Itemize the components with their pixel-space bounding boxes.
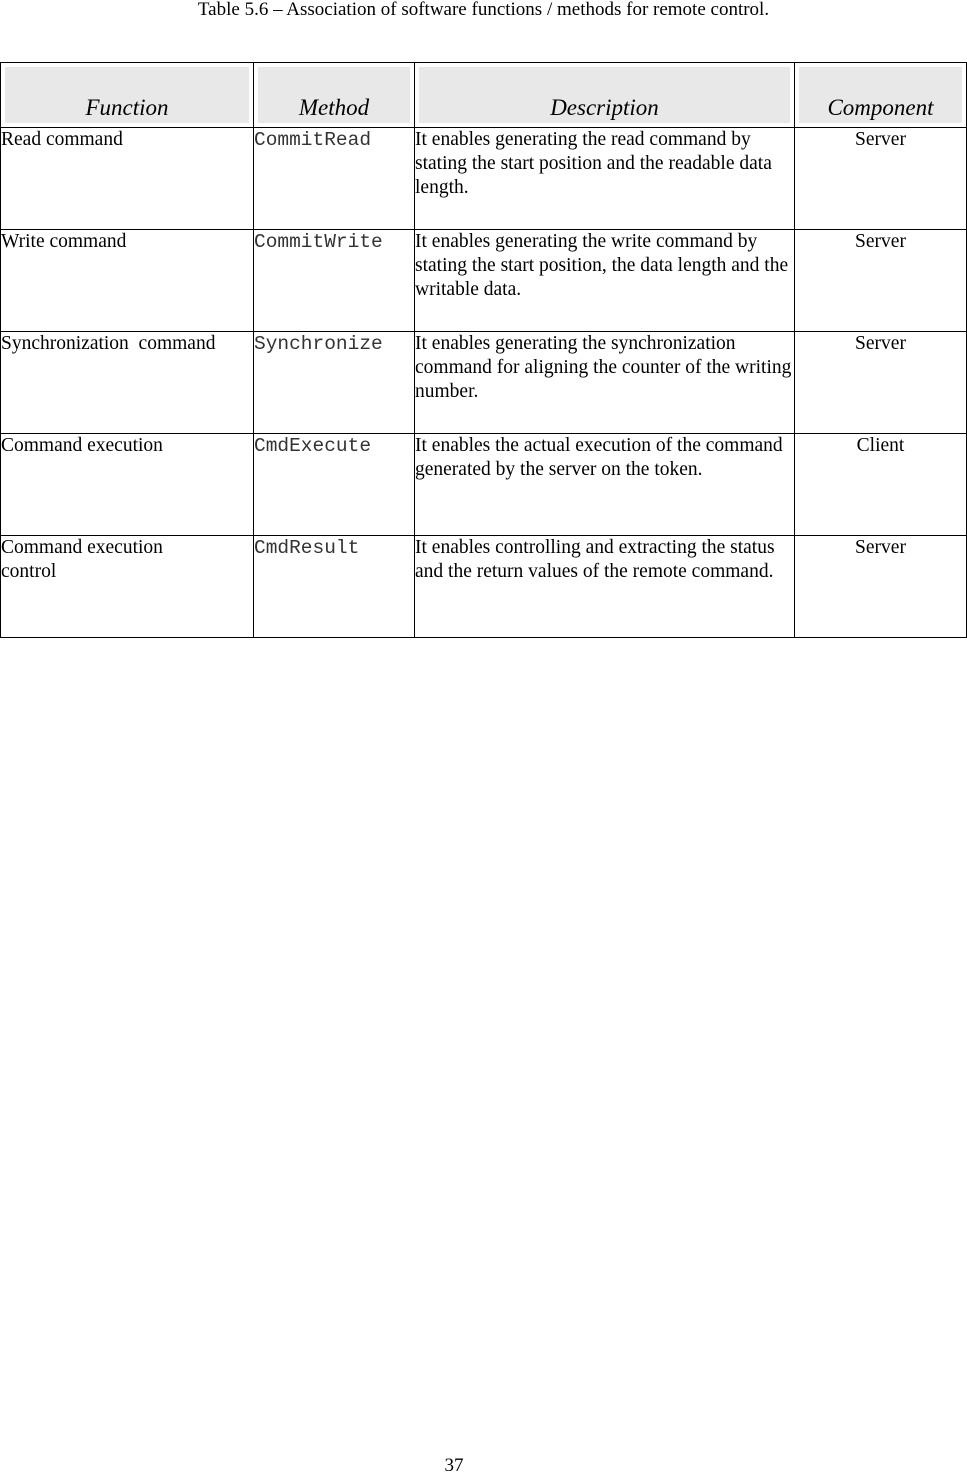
cell-function: Command execution control bbox=[1, 536, 254, 638]
cell-function: Read command bbox=[1, 128, 254, 230]
cell-description: It enables generating the read command by stating the start position and the readable data length. bbox=[415, 128, 795, 230]
cell-method: CmdExecute bbox=[254, 434, 415, 536]
cell-description: It enables the actual execution of the command generated by the server on the token. bbox=[415, 434, 795, 536]
table-row bbox=[1, 536, 967, 638]
functions-table bbox=[0, 62, 967, 638]
table-row bbox=[1, 128, 967, 230]
cell-method: CommitRead bbox=[254, 128, 415, 230]
cell-method: CommitWrite bbox=[254, 230, 415, 332]
cell-component: Server bbox=[795, 536, 967, 638]
page-number: 37 bbox=[444, 1455, 464, 1476]
cell-description: It enables generating the write command by stating the start position, the data length and the writable data. bbox=[415, 230, 795, 332]
cell-component: Client bbox=[795, 434, 967, 536]
cell-description: It enables controlling and extracting the status and the return values of the remote command. bbox=[415, 536, 795, 638]
table-row bbox=[1, 230, 967, 332]
header-description: Description bbox=[415, 63, 795, 128]
cell-component: Server bbox=[795, 128, 967, 230]
table-header-row bbox=[1, 63, 967, 128]
header-method: Method bbox=[254, 63, 415, 128]
table-caption: Table 5.6 – Association of software functions / methods for remote control. bbox=[197, 0, 770, 20]
cell-function: Write command bbox=[1, 230, 254, 332]
table-row bbox=[1, 434, 967, 536]
cell-method: CmdResult bbox=[254, 536, 415, 638]
cell-component: Server bbox=[795, 230, 967, 332]
header-component: Component bbox=[795, 63, 967, 128]
cell-function: Command execution bbox=[1, 434, 254, 536]
header-function: Function bbox=[1, 63, 254, 128]
cell-description: It enables generating the synchronization command for aligning the counter of the writing number. bbox=[415, 332, 795, 434]
cell-function: Synchronization command bbox=[1, 332, 254, 434]
cell-component: Server bbox=[795, 332, 967, 434]
cell-method: Synchronize bbox=[254, 332, 415, 434]
table-row bbox=[1, 332, 967, 434]
